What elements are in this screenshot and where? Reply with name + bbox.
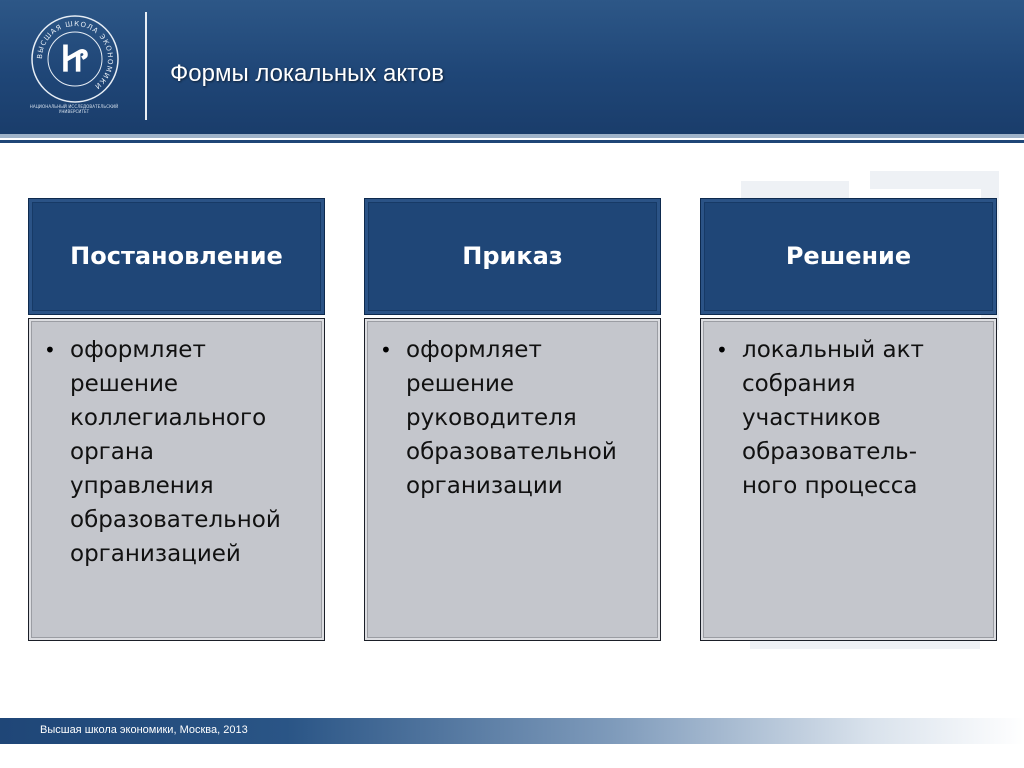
- column-reshenie: [700, 198, 997, 641]
- column-header: [364, 198, 661, 315]
- hse-logo: [30, 14, 120, 104]
- bullet-marker: •: [44, 338, 56, 362]
- logo-caption: НАЦИОНАЛЬНЫЙ ИССЛЕДОВАТЕЛЬСКИЙ УНИВЕРСИТЕТ: [29, 104, 119, 114]
- column-header: [700, 198, 997, 315]
- slide-title: Формы локальных актов: [170, 60, 444, 87]
- column-heading: Приказ: [462, 241, 563, 270]
- footer-text: Высшая школа экономики, Москва, 2013: [40, 724, 248, 736]
- bullet-marker: •: [380, 338, 392, 362]
- column-body-text: локальный акт собрания участников образователь- ного процесса: [742, 337, 924, 499]
- column-body-text: оформляет решение коллегиального органа управления образовательной организацией: [70, 337, 281, 567]
- column-heading: Постановление: [70, 241, 283, 270]
- logo-ring-text: ВЫСШАЯ ШКОЛА ЭКОНОМИКИ: [35, 19, 115, 91]
- column-body: [364, 318, 661, 641]
- column-header: [28, 198, 325, 315]
- header-rule: [0, 134, 1024, 138]
- header-band: [0, 0, 1024, 134]
- column-heading: Решение: [785, 241, 912, 270]
- header-rule: [0, 140, 1024, 143]
- column-body-text: оформляет решение руководителя образовательной организации: [406, 337, 617, 499]
- column-body: [700, 318, 997, 641]
- column-postanovlenie: [28, 198, 325, 641]
- column-prikaz: [364, 198, 661, 641]
- column-body: [28, 318, 325, 641]
- header-divider: [145, 12, 147, 120]
- bullet-marker: •: [716, 338, 728, 362]
- logo-monogram: Ꮵ: [61, 38, 89, 80]
